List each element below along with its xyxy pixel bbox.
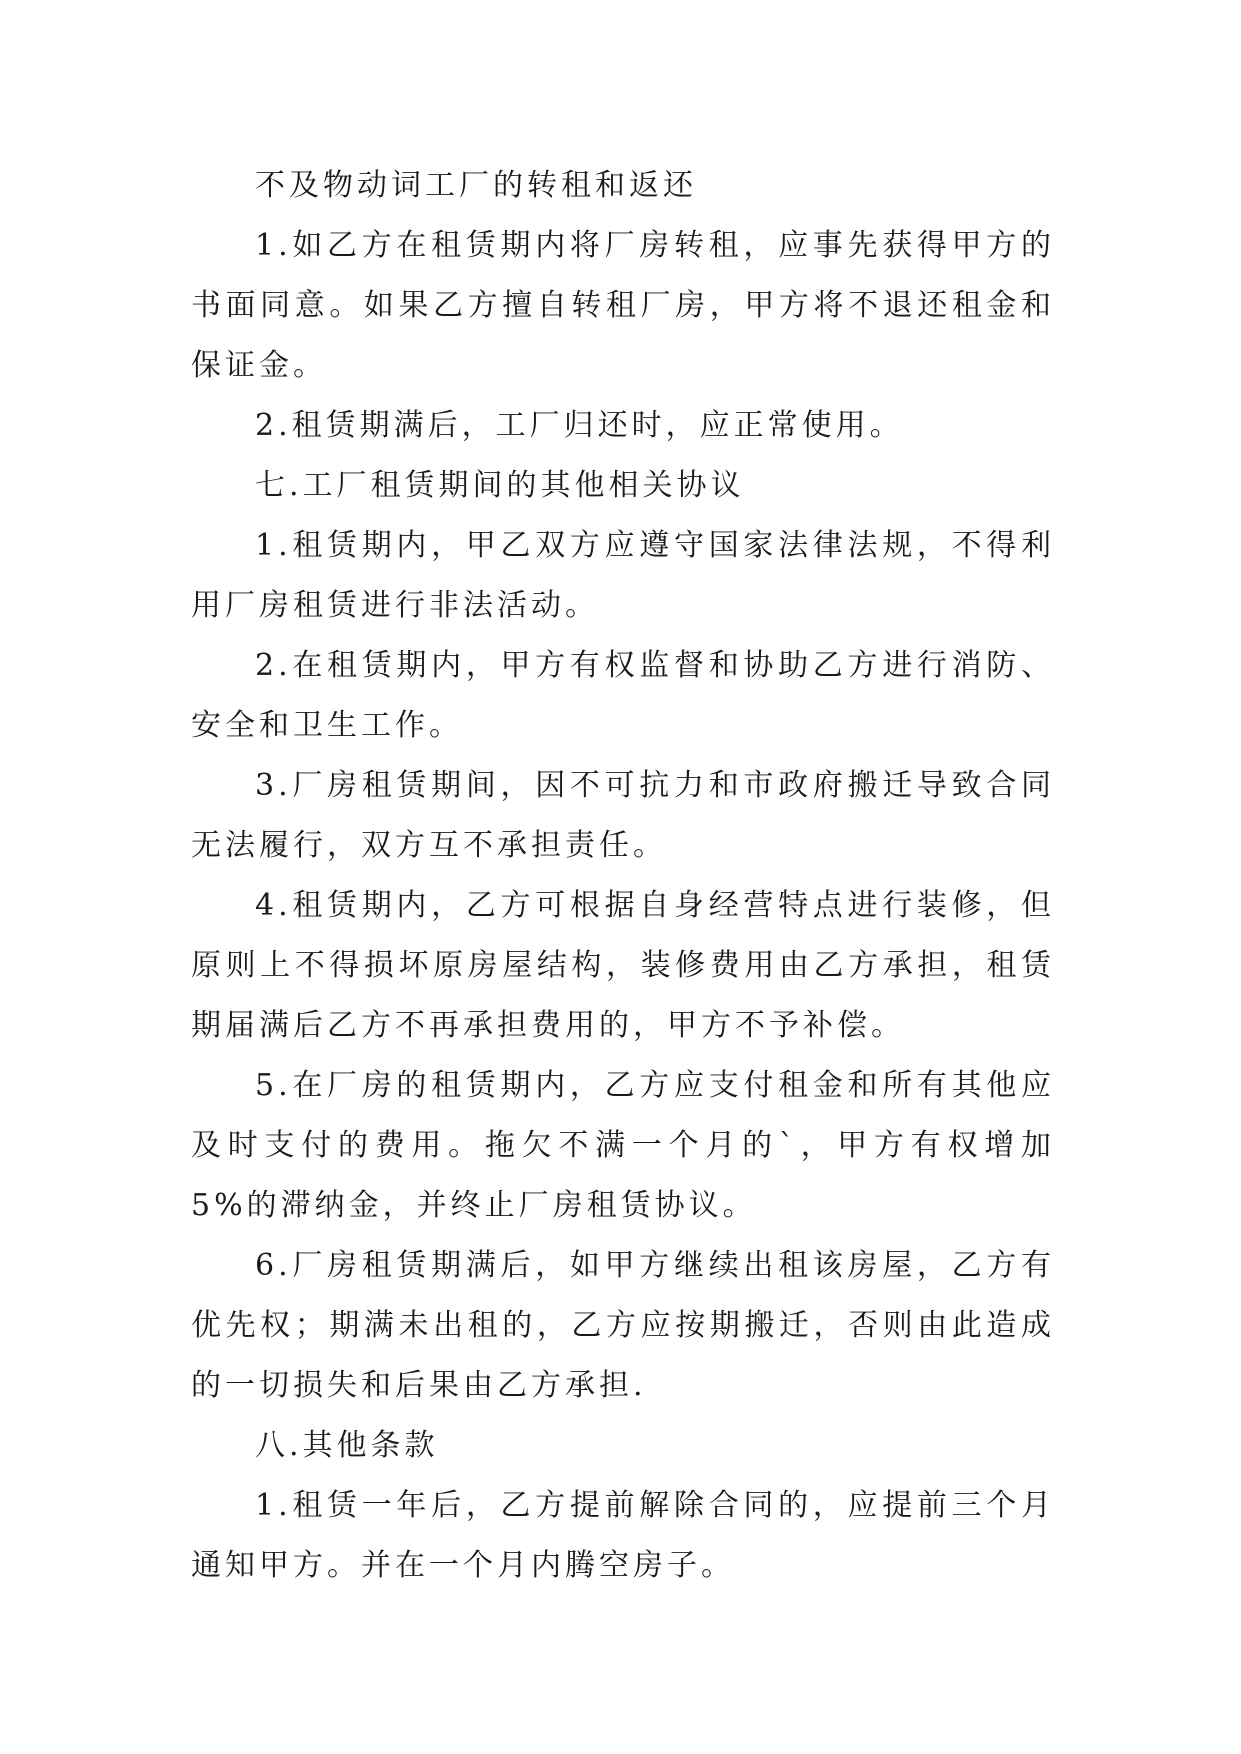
clause-paragraph: 6.厂房租赁期满后，如甲方继续出租该房屋，乙方有优先权；期满未出租的，乙方应按期搬迁，否则由此造成的一切损失和后果由乙方承担. (191, 1248, 1055, 1403)
clause-paragraph: 2.租赁期满后，工厂归还时，应正常使用。 (255, 408, 904, 443)
section-heading-seven: 七.工厂租赁期间的其他相关协议 (255, 468, 745, 503)
section-heading-eight: 八.其他条款 (255, 1428, 439, 1463)
clause-paragraph: 1.如乙方在租赁期内将厂房转租，应事先获得甲方的书面同意。如果乙方擅自转租厂房，甲方将不退还租金和保证金。 (191, 228, 1055, 383)
clause-paragraph: 1.租赁期内，甲乙双方应遵守国家法律法规，不得利用厂房租赁进行非法活动。 (191, 528, 1055, 623)
section-heading-sublease: 不及物动词工厂的转租和返还 (255, 168, 697, 203)
clause-paragraph: 3.厂房租赁期间，因不可抗力和市政府搬迁导致合同无法履行，双方互不承担责任。 (191, 768, 1055, 863)
clause-paragraph: 2.在租赁期内，甲方有权监督和协助乙方进行消防、安全和卫生工作。 (191, 648, 1055, 743)
clause-paragraph: 4.租赁期内，乙方可根据自身经营特点进行装修，但原则上不得损坏原房屋结构，装修费用由乙方承担，租赁期届满后乙方不再承担费用的，甲方不予补偿。 (191, 888, 1055, 1043)
clause-paragraph: 1.租赁一年后，乙方提前解除合同的，应提前三个月通知甲方。并在一个月内腾空房子。 (191, 1488, 1055, 1583)
clause-paragraph: 5.在厂房的租赁期内，乙方应支付租金和所有其他应及时支付的费用。拖欠不满一个月的`，甲方有权增加 5%的滞纳金，并终止厂房租赁协议。 (191, 1068, 1055, 1223)
document-body (191, 156, 1055, 1596)
